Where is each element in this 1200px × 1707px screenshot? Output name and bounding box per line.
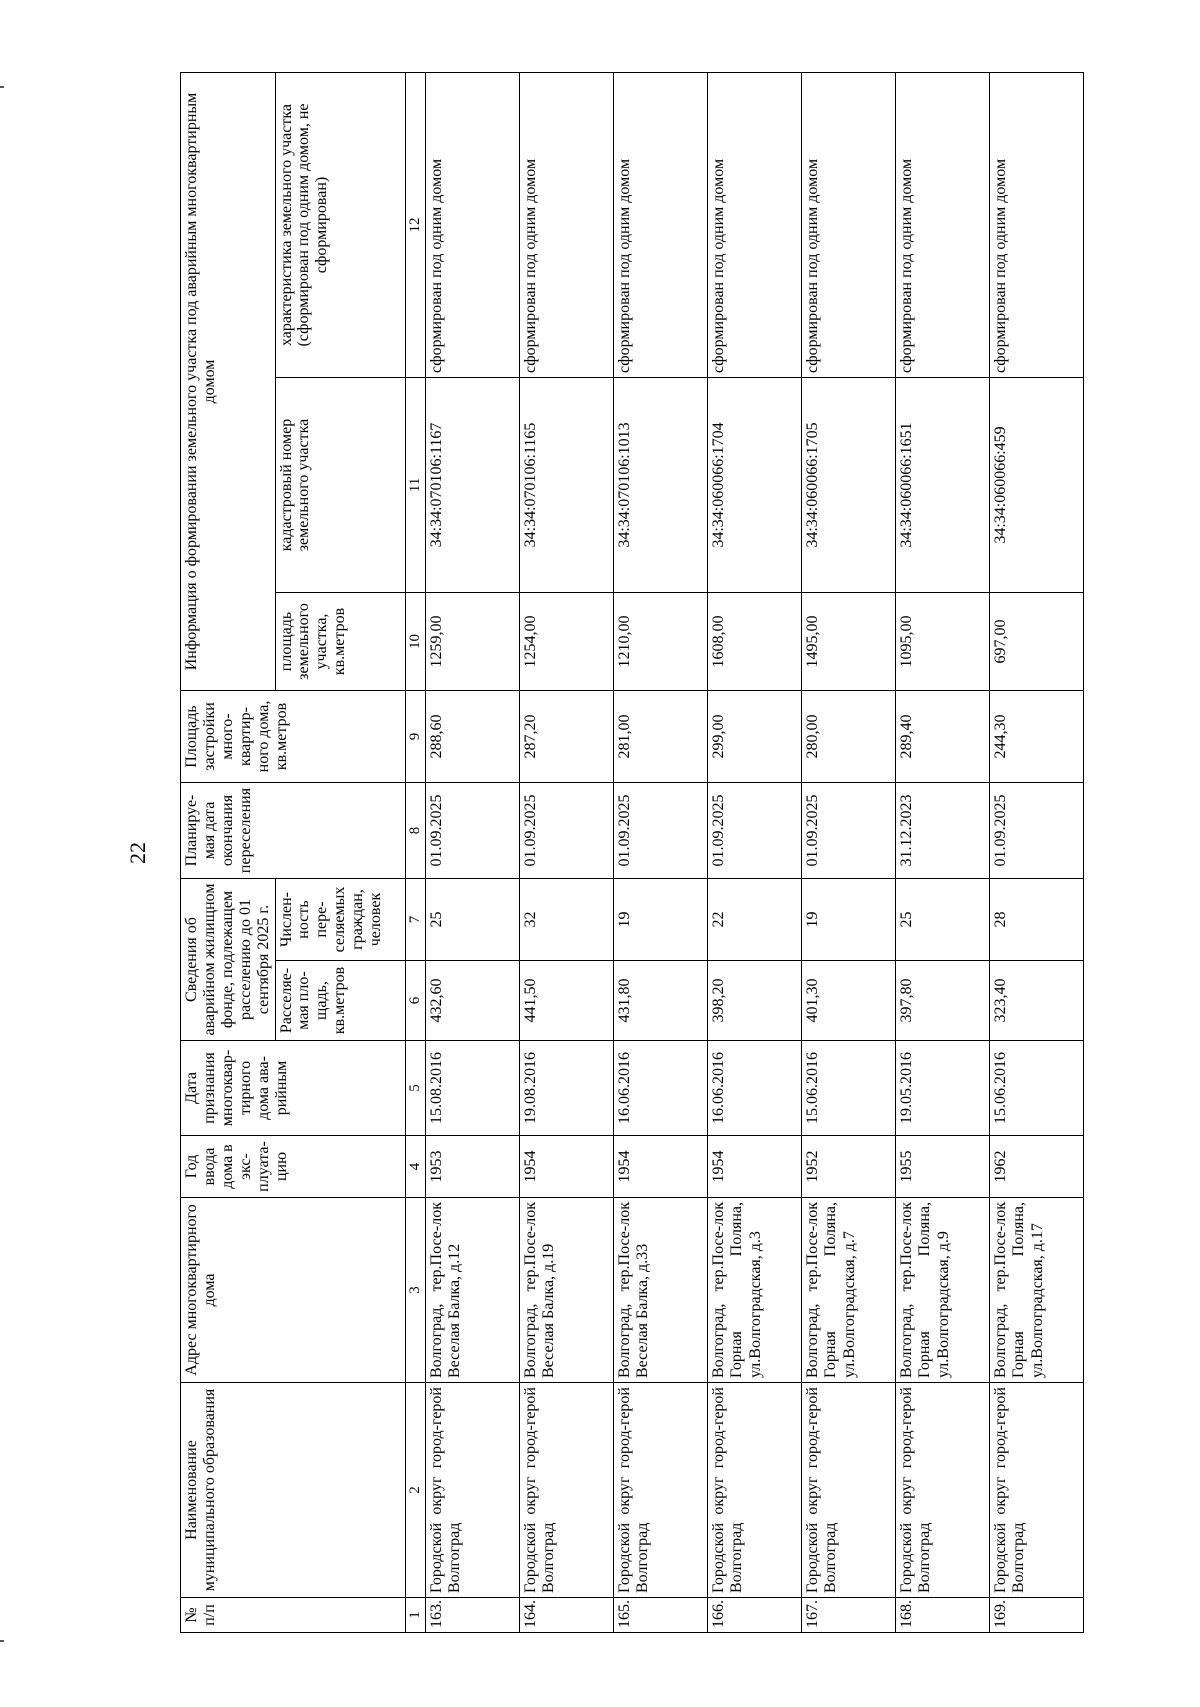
- cell-address: Волгоград, тер.Посе-лок Горная Поляна, ул.Волгоградская, д.9: [896, 1198, 990, 1383]
- cell-land-characteristic: сформирован под одним домом: [896, 73, 990, 378]
- cell-cadastral-number: 34:34:060066:1704: [708, 378, 802, 593]
- cell-resettled-people: 25: [896, 879, 990, 961]
- cell-cadastral-number: 34:34:070106:1013: [614, 378, 708, 593]
- cell-land-characteristic: сформирован под одним домом: [708, 73, 802, 378]
- column-number: 6: [406, 961, 426, 1041]
- cell-planned-date: 01.09.2025: [802, 783, 896, 879]
- cell-resettled-area: 397,80: [896, 961, 990, 1041]
- table-row: [426, 73, 520, 1633]
- header-group-land-plot: Информация о формировании земельного участка под аварийным многоквартирным домом: [181, 73, 276, 691]
- cell-municipality: Городской округ город-герой Волгоград: [614, 1383, 708, 1598]
- cell-cadastral-number: 34:34:070106:1165: [520, 378, 614, 593]
- cell-cadastral-number: 34:34:060066:1651: [896, 378, 990, 593]
- cell-emergency-date: 15.06.2016: [802, 1041, 896, 1136]
- column-number: 11: [406, 378, 426, 593]
- cell-resettled-area: 398,20: [708, 961, 802, 1041]
- cell-municipality: Городской округ город-герой Волгоград: [990, 1383, 1084, 1598]
- cell-resettled-area: 441,50: [520, 961, 614, 1041]
- header-address: Адрес многоквартирного дома: [181, 1198, 406, 1383]
- header-emergency-date: Дата признания многоквар-тирного дома ава-рийным: [181, 1041, 406, 1136]
- header-municipality: Наименование муниципального образования: [181, 1383, 406, 1598]
- cell-building-area: 281,00: [614, 691, 708, 783]
- cell-building-area: 244,30: [990, 691, 1084, 783]
- header-cadastral-number: кадастровый номер земельного участка: [275, 378, 405, 593]
- header-land-characteristic: характеристика земельного участка (сформирован под одним домом, не сформирован): [275, 73, 405, 378]
- column-number-row: [406, 73, 426, 1633]
- rotated-table-container: [180, 73, 1200, 1633]
- cell-row-number: 163.: [426, 1598, 520, 1633]
- table-row: [896, 73, 990, 1633]
- cell-cadastral-number: 34:34:060066:459: [990, 378, 1084, 593]
- table-row: [520, 73, 614, 1633]
- column-number: 8: [406, 783, 426, 879]
- header-planned-date: Планируе-мая дата окончания переселения: [181, 783, 406, 879]
- column-number: 4: [406, 1136, 426, 1198]
- cell-resettled-people: 22: [708, 879, 802, 961]
- cell-building-area: 299,00: [708, 691, 802, 783]
- cell-year-built: 1955: [896, 1136, 990, 1198]
- cell-land-characteristic: сформирован под одним домом: [426, 73, 520, 378]
- cell-resettled-area: 323,40: [990, 961, 1084, 1041]
- cell-row-number: 168.: [896, 1598, 990, 1633]
- cell-year-built: 1954: [708, 1136, 802, 1198]
- table-row: [990, 73, 1084, 1633]
- cell-year-built: 1954: [520, 1136, 614, 1198]
- cell-resettled-people: 28: [990, 879, 1084, 961]
- cell-land-characteristic: сформирован под одним домом: [614, 73, 708, 378]
- cell-planned-date: 31.12.2023: [896, 783, 990, 879]
- table-row: [614, 73, 708, 1633]
- cell-land-area: 1254,00: [520, 593, 614, 691]
- cell-address: Волгоград, тер.Посе-лок Горная Поляна, ул.Волгоградская, д.3: [708, 1198, 802, 1383]
- cell-cadastral-number: 34:34:070106:1167: [426, 378, 520, 593]
- cell-planned-date: 01.09.2025: [990, 783, 1084, 879]
- cell-municipality: Городской округ город-герой Волгоград: [896, 1383, 990, 1598]
- cell-planned-date: 01.09.2025: [614, 783, 708, 879]
- header-group-emergency-fund: Сведения об аварийном жилищном фонде, подлежащем расселению до 01 сентября 2025 г.: [181, 879, 276, 1041]
- cell-row-number: 169.: [990, 1598, 1084, 1633]
- cell-resettled-people: 32: [520, 879, 614, 961]
- cell-planned-date: 01.09.2025: [708, 783, 802, 879]
- table-row: [802, 73, 896, 1633]
- cell-row-number: 167.: [802, 1598, 896, 1633]
- cell-resettled-area: 401,30: [802, 961, 896, 1041]
- header-row-number: № п/п: [181, 1598, 406, 1633]
- header-resettled-area: Расселяе-мая пло-щадь, кв.метров: [275, 961, 405, 1041]
- cell-building-area: 280,00: [802, 691, 896, 783]
- cell-resettled-people: 19: [614, 879, 708, 961]
- scan-edge-mark: [0, 1640, 4, 1642]
- cell-year-built: 1962: [990, 1136, 1084, 1198]
- cell-land-area: 1259,00: [426, 593, 520, 691]
- cell-municipality: Городской округ город-герой Волгоград: [802, 1383, 896, 1598]
- cell-municipality: Городской округ город-герой Волгоград: [520, 1383, 614, 1598]
- cell-address: Волгоград, тер.Посе-лок Веселая Балка, д.12: [426, 1198, 520, 1383]
- table-row: [708, 73, 802, 1633]
- emergency-housing-table: [180, 72, 1084, 1633]
- cell-year-built: 1952: [802, 1136, 896, 1198]
- header-land-area: площадь земельного участка, кв.метров: [275, 593, 405, 691]
- cell-resettled-area: 432,60: [426, 961, 520, 1041]
- scan-edge-mark: [0, 86, 4, 88]
- column-number: 3: [406, 1198, 426, 1383]
- cell-building-area: 289,40: [896, 691, 990, 783]
- cell-land-area: 1608,00: [708, 593, 802, 691]
- page-number: 22: [125, 842, 150, 864]
- cell-row-number: 164.: [520, 1598, 614, 1633]
- cell-resettled-people: 25: [426, 879, 520, 961]
- column-number: 12: [406, 73, 426, 378]
- cell-emergency-date: 15.08.2016: [426, 1041, 520, 1136]
- cell-land-characteristic: сформирован под одним домом: [520, 73, 614, 378]
- column-number: 5: [406, 1041, 426, 1136]
- column-number: 10: [406, 593, 426, 691]
- cell-year-built: 1954: [614, 1136, 708, 1198]
- cell-land-area: 1095,00: [896, 593, 990, 691]
- cell-municipality: Городской округ город-герой Волгоград: [426, 1383, 520, 1598]
- cell-building-area: 287,20: [520, 691, 614, 783]
- column-number: 7: [406, 879, 426, 961]
- header-building-area: Площадь застройки много-квартир-ного дома, кв.метров: [181, 691, 406, 783]
- cell-planned-date: 01.09.2025: [520, 783, 614, 879]
- cell-address: Волгоград, тер.Посе-лок Горная Поляна, ул.Волгоградская, д.7: [802, 1198, 896, 1383]
- header-row-top: [181, 73, 276, 1633]
- cell-municipality: Городской округ город-герой Волгоград: [708, 1383, 802, 1598]
- cell-emergency-date: 19.08.2016: [520, 1041, 614, 1136]
- cell-land-area: 697,00: [990, 593, 1084, 691]
- cell-year-built: 1953: [426, 1136, 520, 1198]
- cell-emergency-date: 16.06.2016: [614, 1041, 708, 1136]
- cell-emergency-date: 19.05.2016: [896, 1041, 990, 1136]
- column-number: 1: [406, 1598, 426, 1633]
- cell-land-area: 1210,00: [614, 593, 708, 691]
- column-number: 9: [406, 691, 426, 783]
- header-year-built: Год ввода дома в экс-плуата-цию: [181, 1136, 406, 1198]
- cell-address: Волгоград, тер.Посе-лок Веселая Балка, д.19: [520, 1198, 614, 1383]
- cell-land-characteristic: сформирован под одним домом: [802, 73, 896, 378]
- cell-planned-date: 01.09.2025: [426, 783, 520, 879]
- cell-row-number: 165.: [614, 1598, 708, 1633]
- cell-address: Волгоград, тер.Посе-лок Веселая Балка, д.33: [614, 1198, 708, 1383]
- header-resettled-people: Числен-ность пере-селяемых граждан, человек: [275, 879, 405, 961]
- cell-emergency-date: 16.06.2016: [708, 1041, 802, 1136]
- cell-cadastral-number: 34:34:060066:1705: [802, 378, 896, 593]
- cell-resettled-area: 431,80: [614, 961, 708, 1041]
- cell-emergency-date: 15.06.2016: [990, 1041, 1084, 1136]
- cell-resettled-people: 19: [802, 879, 896, 961]
- cell-land-characteristic: сформирован под одним домом: [990, 73, 1084, 378]
- cell-building-area: 288,60: [426, 691, 520, 783]
- cell-address: Волгоград, тер.Посе-лок Горная Поляна, ул.Волгоградская, д.17: [990, 1198, 1084, 1383]
- cell-row-number: 166.: [708, 1598, 802, 1633]
- cell-land-area: 1495,00: [802, 593, 896, 691]
- column-number: 2: [406, 1383, 426, 1598]
